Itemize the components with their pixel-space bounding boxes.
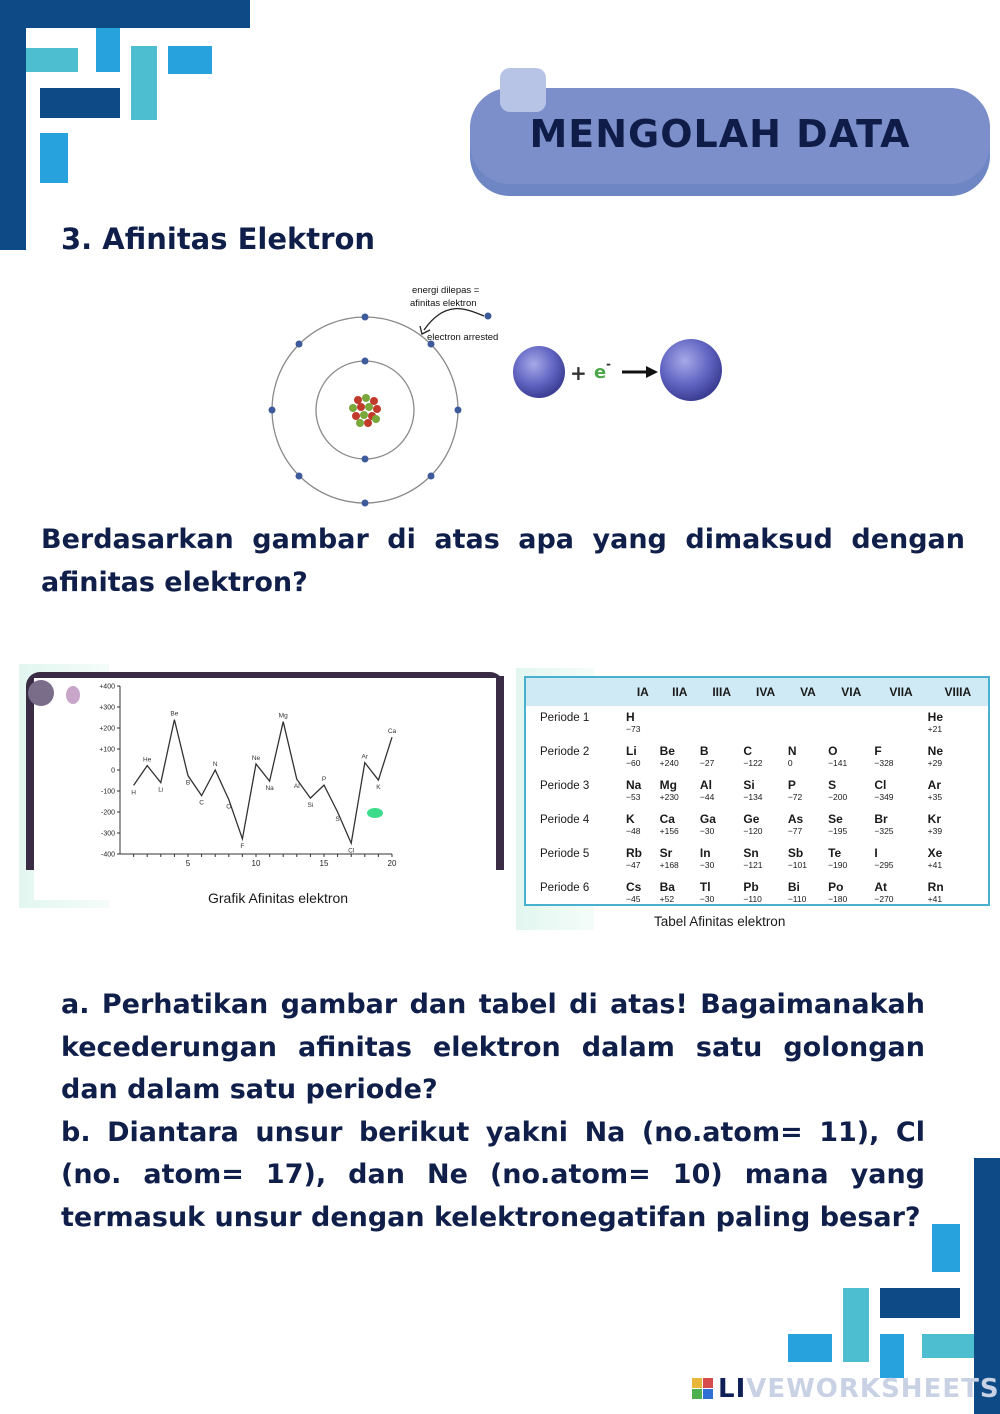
element-symbol: F: [874, 744, 882, 758]
element-cell: [743, 808, 787, 842]
element-cell: [874, 774, 927, 808]
element-cell: [928, 740, 988, 774]
element-cell: [788, 876, 828, 910]
element-cell: [626, 876, 660, 910]
element-symbol: C: [743, 744, 753, 758]
corner-decoration-block: [880, 1288, 960, 1318]
element-cell: [660, 842, 700, 876]
element-cell: [828, 774, 874, 808]
element-cell: [660, 876, 700, 910]
corner-decoration-block: [96, 28, 120, 72]
point-label: Be: [170, 710, 179, 718]
y-tick-label: -200: [100, 809, 115, 817]
element-affinity-value: −27: [699, 758, 715, 768]
element-cell: [700, 706, 743, 740]
element-symbol: Ar: [927, 778, 942, 792]
element-affinity-value: +52: [659, 894, 675, 904]
element-cell: [700, 876, 743, 910]
table-header-cell: IIA: [660, 678, 700, 706]
element-affinity-value: −195: [828, 826, 848, 836]
x-tick-label: 5: [185, 859, 191, 868]
element-affinity-value: −30: [699, 894, 715, 904]
y-tick-label: -300: [100, 830, 115, 838]
point-label: Al: [293, 783, 300, 791]
point-label: P: [321, 776, 327, 784]
point-label: He: [143, 756, 152, 764]
element-cell: [874, 876, 927, 910]
element-symbol: Cl: [874, 778, 887, 792]
element-symbol: Tl: [699, 880, 711, 894]
element-affinity-value: −101: [787, 860, 807, 870]
element-symbol: Br: [874, 812, 888, 826]
element-affinity-value: −53: [626, 792, 641, 802]
liveworksheets-logo-icon: [692, 1378, 714, 1400]
element-cell: [828, 808, 874, 842]
element-affinity-value: −190: [828, 860, 848, 870]
corner-decoration-block: [40, 88, 120, 118]
question-main: Berdasarkan gambar di atas apa yang dimaksud dengan afinitas elektron?: [41, 524, 965, 598]
electron-charge: -: [606, 357, 611, 371]
watermark: [718, 1374, 1000, 1404]
element-cell: [828, 876, 874, 910]
corner-decoration-block: [788, 1334, 832, 1362]
chart-frame-right-edge: [496, 676, 504, 870]
element-cell: [743, 774, 787, 808]
element-symbol: I: [874, 846, 878, 860]
x-tick-label: 20: [387, 859, 397, 868]
point-label: O: [226, 803, 232, 811]
element-cell: [788, 808, 828, 842]
corner-decoration-block: [168, 46, 212, 74]
point-label: F: [240, 842, 245, 850]
element-cell: [788, 740, 828, 774]
table-header-row: [526, 678, 988, 706]
table-row: [526, 774, 988, 808]
element-cell: [928, 774, 988, 808]
element-symbol: B: [699, 744, 709, 758]
element-cell: [700, 842, 743, 876]
corner-decoration-block: [880, 1334, 904, 1378]
plus-sign: +: [570, 361, 587, 385]
element-affinity-value: +156: [659, 826, 679, 836]
series-line: [134, 720, 392, 844]
element-symbol: As: [787, 812, 804, 826]
element-affinity-value: 0: [787, 758, 793, 768]
table-row: [526, 842, 988, 876]
element-affinity-value: −72: [787, 792, 803, 802]
table-caption: Tabel Afinitas elektron: [654, 914, 786, 929]
element-cell: [743, 740, 787, 774]
element-symbol: Cs: [626, 880, 642, 894]
element-symbol: Te: [828, 846, 842, 860]
element-symbol: Rn: [927, 880, 944, 894]
element-symbol: Sn: [743, 846, 759, 860]
y-tick-label: +300: [99, 704, 115, 712]
element-affinity-value: −47: [626, 860, 641, 870]
element-cell: [626, 808, 660, 842]
affinity-table: [524, 676, 990, 906]
element-affinity-value: +230: [659, 792, 679, 802]
element-affinity-value: −180: [828, 894, 848, 904]
y-tick-label: -400: [100, 851, 115, 859]
point-label: Na: [265, 785, 274, 793]
corner-decoration-block: [922, 1334, 974, 1358]
point-label: Ne: [251, 754, 261, 762]
element-affinity-value: −134: [743, 792, 763, 802]
affinity-chart: [80, 676, 410, 872]
anion-sphere: [660, 339, 722, 401]
point-label: Cl: [348, 847, 355, 855]
element-affinity-value: −122: [743, 758, 763, 768]
element-affinity-value: +21: [927, 724, 943, 734]
energy-label-line1: energi dilepas =: [412, 285, 480, 296]
element-symbol: O: [828, 744, 838, 758]
element-symbol: Li: [626, 744, 637, 758]
header-tab-knob: [500, 68, 546, 112]
element-cell: [788, 706, 828, 740]
y-tick-label: +100: [99, 746, 115, 754]
element-cell: [660, 740, 700, 774]
section-title: 3. Afinitas Elektron: [61, 222, 376, 256]
element-cell: [743, 842, 787, 876]
element-symbol: Pb: [743, 880, 759, 894]
table-row: [526, 740, 988, 774]
corner-decoration-block: [40, 133, 68, 183]
table-header-cell: VIIA: [874, 678, 927, 706]
table-row: [526, 808, 988, 842]
element-symbol: Sb: [787, 846, 804, 860]
point-label: S: [335, 816, 340, 823]
element-affinity-value: −349: [874, 792, 894, 802]
chart-caption: Grafik Afinitas elektron: [208, 890, 349, 906]
element-symbol: Sr: [659, 846, 673, 860]
point-label: N: [212, 761, 218, 768]
element-symbol: Bi: [787, 880, 800, 894]
period-label: Periode 1: [540, 712, 590, 724]
element-cell: [928, 876, 988, 910]
element-cell: [874, 808, 927, 842]
electron-arrested-label: electron arrested: [427, 332, 499, 343]
element-symbol: K: [626, 812, 635, 826]
element-affinity-value: −77: [787, 826, 803, 836]
element-cell: [626, 740, 660, 774]
element-symbol: Ba: [659, 880, 675, 894]
element-cell: [626, 774, 660, 808]
element-cell: [928, 808, 988, 842]
element-affinity-value: −30: [699, 826, 715, 836]
element-affinity-value: −48: [626, 826, 641, 836]
period-label: Periode 2: [540, 746, 590, 758]
point-label: Ar: [361, 753, 369, 761]
element-cell: [828, 842, 874, 876]
element-affinity-value: −270: [874, 894, 894, 904]
table-header-cell: [526, 678, 626, 706]
element-symbol: Ge: [743, 812, 760, 826]
element-affinity-value: −110: [787, 894, 807, 904]
element-symbol: Se: [828, 812, 843, 826]
element-cell: [828, 740, 874, 774]
table-header-cell: VA: [788, 678, 828, 706]
element-symbol: H: [626, 710, 635, 724]
corner-decoration-block: [932, 1224, 960, 1272]
element-cell: [788, 774, 828, 808]
point-label: Ca: [387, 728, 397, 736]
point-label: H: [131, 789, 136, 797]
page-title: MENGOLAH DATA: [529, 112, 911, 156]
element-cell: [660, 808, 700, 842]
element-cell: [874, 740, 927, 774]
element-symbol: In: [699, 846, 711, 860]
element-affinity-value: −45: [626, 894, 641, 904]
point-label: B: [185, 779, 191, 787]
chart-frame-dot: [66, 686, 80, 704]
element-symbol: Mg: [659, 778, 677, 792]
chart-highlight-dot: [367, 808, 383, 818]
y-tick-label: +200: [99, 725, 115, 733]
element-cell: [626, 842, 660, 876]
element-symbol: Be: [659, 744, 675, 758]
element-symbol: Po: [828, 880, 844, 894]
reaction-arrow-icon: [646, 366, 658, 378]
watermark-part1: LI: [718, 1374, 747, 1404]
element-cell: [874, 842, 927, 876]
element-affinity-value: +29: [927, 758, 943, 768]
table-header-cell: IVA: [743, 678, 787, 706]
element-symbol: Ga: [699, 812, 716, 826]
chart-frame-dot: [28, 680, 54, 706]
element-symbol: Si: [743, 778, 755, 792]
corner-decoration-bar: [0, 0, 250, 28]
element-symbol: Rb: [626, 846, 642, 860]
element-affinity-value: +39: [927, 826, 943, 836]
sub-questions: [61, 984, 925, 1239]
element-symbol: Ca: [659, 812, 675, 826]
element-affinity-value: −121: [743, 860, 763, 870]
corner-decoration-bar: [0, 0, 26, 250]
corner-decoration-block: [131, 46, 157, 120]
table-body: [526, 706, 988, 910]
corner-decoration-block: [26, 48, 78, 72]
electron-symbol: e: [594, 362, 607, 383]
table-row: [526, 876, 988, 910]
element-cell: [928, 842, 988, 876]
point-label: K: [376, 784, 381, 792]
element-affinity-value: −141: [828, 758, 848, 768]
period-label: Periode 3: [540, 780, 590, 792]
element-symbol: He: [927, 710, 944, 724]
element-affinity-value: +41: [927, 894, 943, 904]
element-cell: [700, 740, 743, 774]
element-symbol: N: [787, 744, 797, 758]
period-label: Periode 4: [540, 814, 590, 826]
element-affinity-value: −44: [699, 792, 715, 802]
element-affinity-value: −30: [699, 860, 715, 870]
y-tick-label: +400: [99, 683, 115, 691]
element-affinity-value: +168: [659, 860, 679, 870]
element-affinity-value: +240: [659, 758, 679, 768]
element-symbol: At: [874, 880, 888, 894]
nucleus: [349, 394, 381, 427]
element-cell: [743, 706, 787, 740]
element-symbol: Xe: [927, 846, 943, 860]
element-cell: [928, 706, 988, 740]
element-symbol: Al: [699, 778, 712, 792]
element-affinity-value: +35: [927, 792, 943, 802]
x-tick-label: 10: [251, 859, 261, 868]
point-label: C: [199, 799, 204, 807]
x-tick-label: 15: [319, 859, 329, 868]
element-cell: [828, 706, 874, 740]
corner-decoration-block: [843, 1288, 869, 1362]
element-symbol: Ne: [927, 744, 944, 758]
element-affinity-value: −328: [874, 758, 894, 768]
element-cell: [788, 842, 828, 876]
period-label: Periode 5: [540, 848, 590, 860]
table-header-cell: IIIA: [700, 678, 743, 706]
table-row: [526, 706, 988, 740]
energy-label-line2: afinitas elektron: [410, 298, 477, 309]
element-affinity-value: −200: [828, 792, 848, 802]
element-cell: [700, 774, 743, 808]
table-header-cell: VIA: [828, 678, 874, 706]
element-cell: [743, 876, 787, 910]
atom-illustration: [260, 278, 740, 510]
point-label: Mg: [278, 712, 288, 720]
element-symbol: Na: [626, 778, 642, 792]
element-cell: [660, 706, 700, 740]
element-symbol: S: [828, 778, 837, 792]
element-affinity-value: −110: [743, 894, 762, 904]
y-tick-label: -100: [100, 788, 115, 796]
table-header-cell: IA: [626, 678, 660, 706]
point-label: Li: [158, 786, 164, 794]
y-tick-label: 0: [111, 767, 115, 775]
chart-frame-left-edge: [26, 706, 34, 870]
element-symbol: P: [787, 778, 796, 792]
point-label: Si: [307, 802, 314, 810]
element-affinity-value: −120: [743, 826, 763, 836]
element-affinity-value: +41: [927, 860, 943, 870]
question-b: b. Diantara unsur berikut yakni Na (no.atom= 11), Cl (no. atom= 17), dan Ne (no.atom= 10) mana yang termasuk unsur dengan kelektronegatifan paling besar?: [61, 1116, 925, 1233]
element-symbol: Kr: [927, 812, 942, 826]
element-cell: [660, 774, 700, 808]
element-affinity-value: −325: [874, 826, 894, 836]
element-affinity-value: −60: [626, 758, 641, 768]
element-cell: [626, 706, 660, 740]
watermark-part2: VEWORKSHEETS: [746, 1374, 1000, 1404]
element-affinity-value: −73: [626, 724, 641, 734]
question-a: a. Perhatikan gambar dan tabel di atas! Bagaimanakah kecederungan afinitas elektron dalam satu golongan dan dalam satu periode?: [61, 989, 925, 1105]
table-header-cell: VIIIA: [928, 678, 988, 706]
neutral-atom-sphere: [513, 346, 565, 398]
element-cell: [874, 706, 927, 740]
element-cell: [700, 808, 743, 842]
element-affinity-value: −295: [874, 860, 894, 870]
period-label: Periode 6: [540, 882, 590, 894]
